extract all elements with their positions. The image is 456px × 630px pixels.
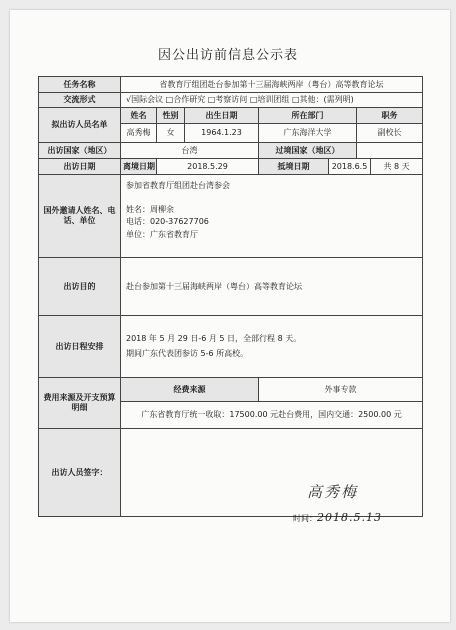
signature-date-value: 2018.5.13: [317, 510, 382, 524]
purpose-value: 赴台参加第十三届海峡两岸（粤台）高等教育论坛: [121, 258, 423, 316]
personnel-label: 拟出访人员名单: [39, 108, 121, 143]
schedule-label: 出访日程安排: [39, 316, 121, 378]
inviter-unit: 单位：广东省教育厅: [126, 229, 198, 239]
exchange-form-label: 交流形式: [39, 93, 121, 108]
budget-source-label: 经费来源: [121, 378, 259, 402]
task-name-value: 省教育厅组团赴台参加第十三届海峡两岸（粤台）高等教育论坛: [121, 77, 423, 93]
exchange-form-options: √国际会议 □合作研究 □考察访问 □培训团组 □其他：(需列明): [121, 93, 423, 108]
row-task-name: [39, 77, 423, 93]
row-personnel-header: [39, 108, 423, 124]
person-department: 广东海洋大学: [259, 124, 357, 143]
signature-date: [293, 511, 382, 524]
schedule-details: [121, 316, 423, 378]
signature-area: [121, 429, 423, 524]
person-gender: 女: [157, 124, 185, 143]
form-title: 因公出访前信息公示表: [157, 48, 298, 63]
depart-label: 离境日期: [121, 159, 157, 175]
inviter-details: [121, 175, 423, 258]
country-label: 出访国家（地区）: [39, 143, 121, 159]
arrive-label: 抵境日期: [259, 159, 329, 175]
schedule-line-2: 期间广东代表团参访 5-6 所高校。: [126, 349, 249, 358]
row-country: [39, 143, 423, 159]
country-value: 台湾: [121, 143, 259, 159]
budget-detail: 广东省教育厅统一收取：17500.00 元赴台费用，国内交通：2500.00 元: [121, 402, 423, 429]
header-dob: 出生日期: [185, 108, 259, 124]
budget-source-value: 外事专款: [259, 378, 423, 402]
header-department: 所在部门: [259, 108, 357, 124]
inviter-line-purpose: 参加省教育厅组团赴台湾参会: [126, 181, 230, 190]
signature-handwritten: 高秀梅: [307, 482, 359, 501]
header-position: 职务: [357, 108, 423, 124]
depart-value: 2018.5.29: [157, 159, 259, 175]
inviter-name: 姓名：周柳余: [126, 204, 174, 214]
signature-label: 出访人员签字：: [39, 429, 121, 517]
purpose-label: 出访目的: [39, 258, 121, 316]
row-inviter: [39, 175, 423, 258]
row-exchange-form: [39, 93, 423, 108]
header-gender: 性别: [157, 108, 185, 124]
person-name: 高秀梅: [121, 124, 157, 143]
total-days: 共 8 天: [371, 159, 423, 175]
schedule-line-1: 2018 年 5 月 29 日-6 月 5 日，全部行程 8 天。: [126, 334, 302, 344]
row-schedule: [39, 316, 423, 378]
inviter-phone: 电话：020-37627706: [126, 217, 209, 227]
transit-value: [357, 143, 423, 159]
inviter-label: 国外邀请人姓名、电话、单位: [39, 175, 121, 258]
dates-label: 出访日期: [39, 159, 121, 175]
row-signature: [39, 429, 423, 517]
budget-label: 费用来源及开支预算明细: [39, 378, 121, 429]
task-name-label: 任务名称: [39, 77, 121, 93]
row-budget-source: [39, 378, 423, 402]
signature-date-label: 时间：: [293, 513, 317, 523]
person-position: 副校长: [357, 124, 423, 143]
person-dob: 1964.1.23: [185, 124, 259, 143]
row-dates: [39, 159, 423, 175]
header-name: 姓名: [121, 108, 157, 124]
disclosure-form: [38, 76, 423, 524]
row-purpose: [39, 258, 423, 316]
arrive-value: 2018.6.5: [329, 159, 371, 175]
transit-label: 过境国家（地区）: [259, 143, 357, 159]
